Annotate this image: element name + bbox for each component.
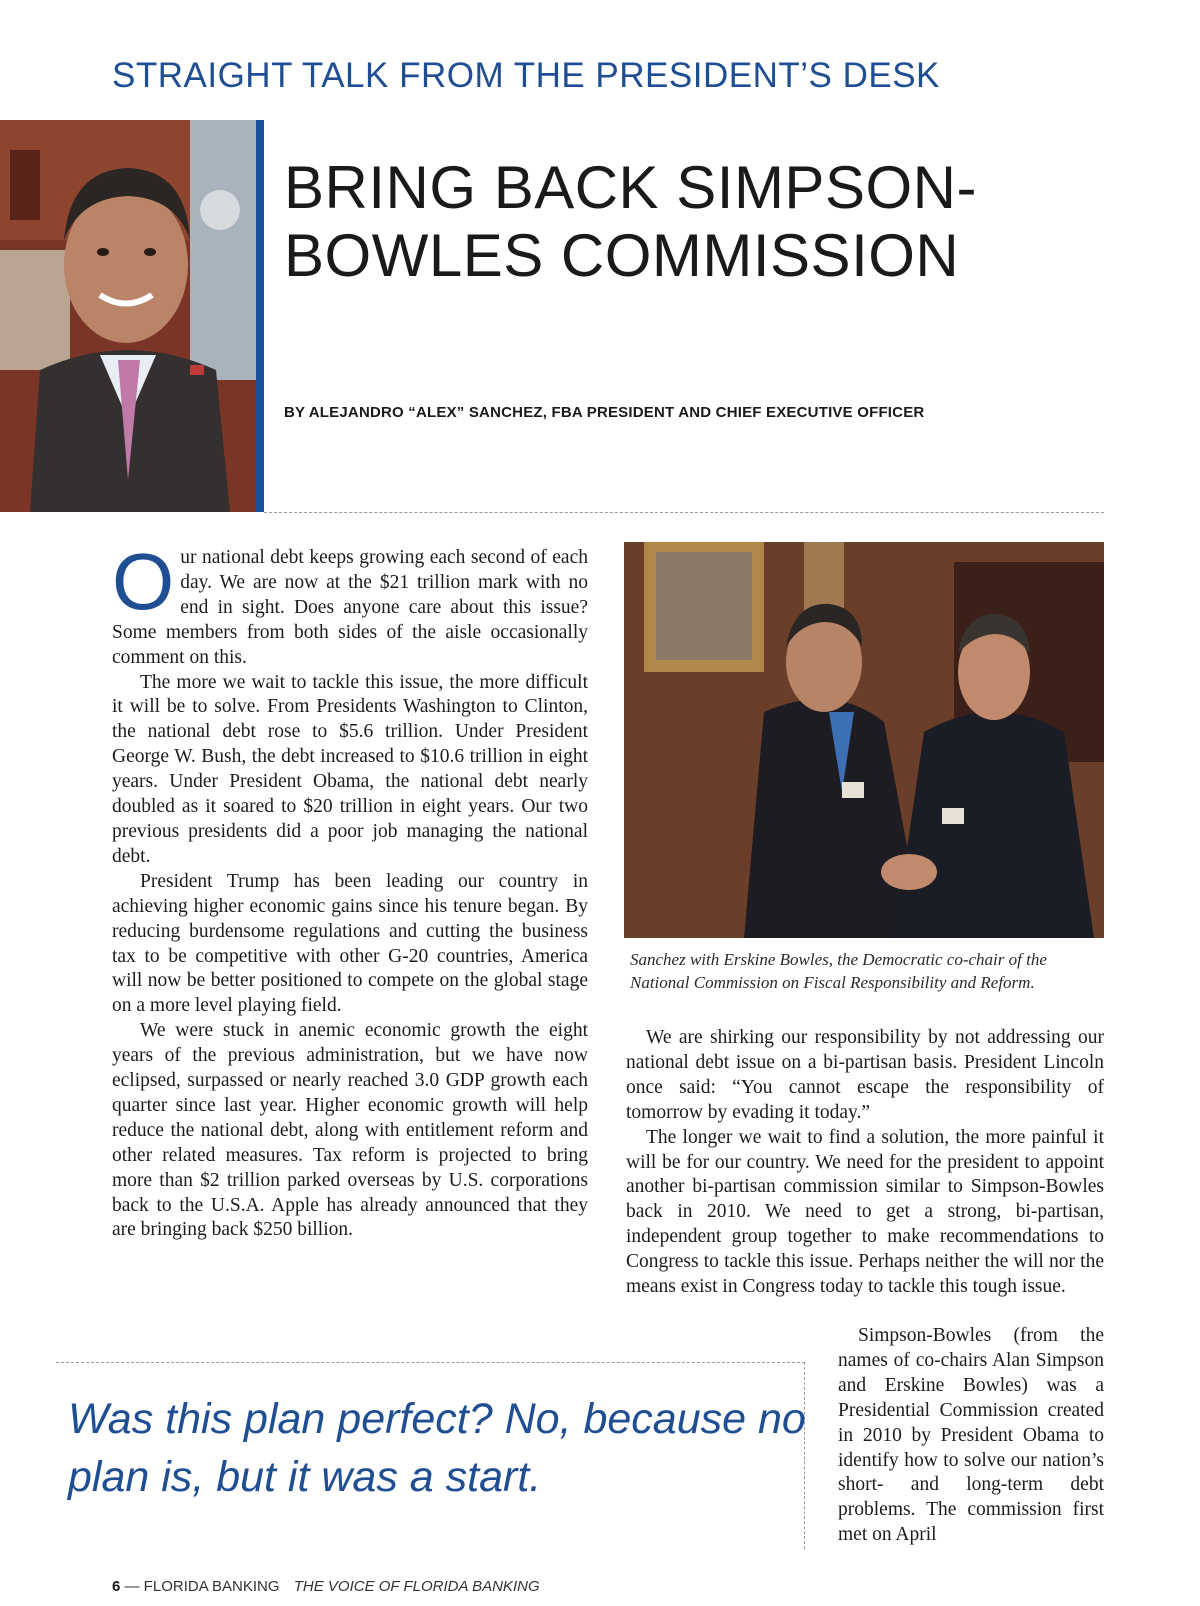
paragraph-7: Simpson-Bowles (from the names of co-chairs Alan Simpson and Erskine Bowles) was a Presidential Commission created in 2010 by President Obama to identify how to solve our nation’s short- and long-term debt problems. The commission first met on April: [838, 1325, 1104, 1546]
footer-publication: — FLORIDA BANKING: [124, 1578, 280, 1595]
handshake-illustration: [624, 542, 1104, 938]
article-headline: [284, 154, 977, 290]
paragraph-1-text: ur national debt keeps growing each second of each day. We are now at the $21 trillion mark with no end in sight. Does anyone care about this issue? Some members from both sides of the aisle occasionally comment on this.: [112, 547, 588, 668]
pull-quote: Was this plan perfect? No, because no plan is, but it was a start.: [68, 1395, 806, 1501]
handshake-photo: [624, 542, 1104, 938]
page-number: 6: [112, 1578, 121, 1595]
footer-tagline: THE VOICE OF FLORIDA BANKING: [293, 1578, 540, 1595]
headline-line-2: BOWLES COMMISSION: [284, 222, 960, 289]
paragraph-2: The more we wait to tackle this issue, the more difficult it will be to solve. From Presidents Washington to Clinton, the national debt rose to $5.6 trillion. Under President George W. Bush, the debt increased to $10.6 trillion in eight years. Under President Obama, the national debt nearly doubled as it soared to $20 trillion in eight years. Our two previous presidents did a poor job managing the national debt.: [112, 671, 588, 867]
paragraph-5: We are shirking our responsibility by not addressing our national debt issue on a bi-partisan basis. President Lincoln once said: “You cannot escape the responsibility of tomorrow by evading it today.”: [626, 1027, 1104, 1123]
byline: BY ALEJANDRO “ALEX” SANCHEZ, FBA PRESIDENT AND CHIEF EXECUTIVE OFFICER: [284, 404, 925, 421]
article-column-left: [112, 537, 588, 1243]
paragraph-3: President Trump has been leading our country in achieving higher economic gains since his tenure began. By reducing burdensome regulations and cutting the business tax to be competitive with other G-20 countries, America will now be better positioned to compete on the global stage on a more level playing field.: [112, 870, 588, 1017]
section-label: STRAIGHT TALK FROM THE PRESIDENT’S DESK: [112, 56, 940, 95]
dashed-divider: [264, 512, 1104, 513]
article-column-right: [626, 1026, 1104, 1300]
author-portrait-photo: [0, 120, 256, 512]
paragraph-1: [112, 537, 588, 671]
author-portrait-illustration: [0, 120, 256, 512]
dropcap: O: [112, 537, 175, 626]
page-footer: [112, 1578, 540, 1595]
photo-caption: Sanchez with Erskine Bowles, the Democratic co-chair of the National Commission on Fiscal Responsibility and Reform.: [630, 950, 1047, 992]
headline-line-1: BRING BACK SIMPSON-: [284, 154, 977, 221]
paragraph-6: The longer we wait to find a solution, the more painful it will be for our country. We need for the president to appoint another bi-partisan commission similar to Simpson-Bowles back in 2010. We need to get a strong, bi-partisan, independent group together to make recommendations to Congress to tackle this issue. Perhaps neither the will nor the means exist in Congress today to tackle this tough issue.: [626, 1126, 1104, 1298]
article-column-right-narrow: [838, 1324, 1104, 1548]
accent-vertical-rule: [256, 120, 264, 512]
paragraph-4: We were stuck in anemic economic growth the eight years of the previous administration, but we have now eclipsed, surpassed or nearly reached 3.0 GDP growth each quarter since last year. Higher economic growth will help reduce the national debt, along with entitlement reform and other related measures. Tax reform is projected to bring more than $2 trillion parked overseas by U.S. corporations back to the U.S.A. Apple has already announced that they are bringing back $250 billion.: [112, 1020, 588, 1241]
